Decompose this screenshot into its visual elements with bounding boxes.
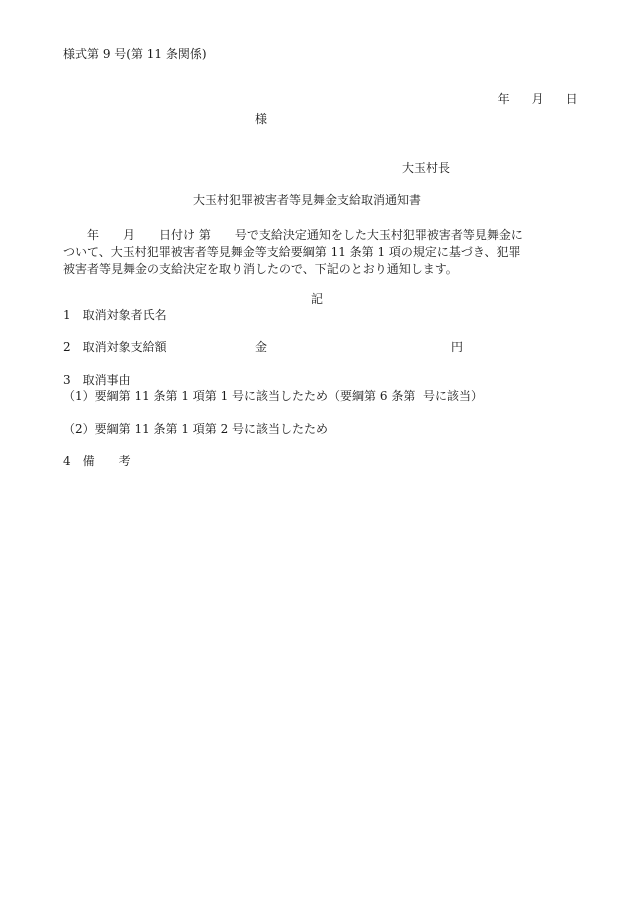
- body-line-3: 被害者等見舞金の支給決定を取り消したので、下記のとおり通知します。: [63, 262, 458, 276]
- amount-unit: 円: [451, 340, 464, 354]
- document-title: 大玉村犯罪被害者等見舞金支給取消通知書: [193, 193, 422, 207]
- item-target-amount: 2 取消対象支給額: [63, 340, 167, 354]
- amount-prefix: 金: [255, 340, 268, 354]
- date-month: 月: [531, 92, 544, 106]
- issuer-name: 大玉村長: [402, 161, 451, 175]
- ki-heading: 記: [311, 292, 324, 306]
- item-remarks: 4 備 考: [63, 454, 131, 468]
- form-number: 様式第 9 号(第 11 条関係): [63, 47, 207, 61]
- item-target-name: 1 取消対象者氏名: [63, 308, 167, 322]
- reason-2: （2）要綱第 11 条第 1 項第 2 号に該当したため: [63, 422, 329, 436]
- body-line-1: 年 月 日付け 第 号で支給決定通知をした大玉村犯罪被害者等見舞金に: [63, 228, 523, 242]
- date-year: 年: [497, 92, 510, 106]
- addressee-suffix: 様: [255, 112, 268, 126]
- reason-1: （1）要綱第 11 条第 1 項第 1 号に該当したため（要綱第 6 条第 号に該当）: [63, 389, 483, 403]
- item-reason: 3 取消事由: [63, 373, 131, 387]
- date-line: [490, 81, 578, 105]
- date-day: 日: [565, 92, 578, 106]
- body-paragraph: [63, 227, 573, 278]
- body-line-2: ついて、大玉村犯罪被害者等見舞金等支給要綱第 11 条第 1 項の規定に基づき、犯罪: [63, 245, 521, 259]
